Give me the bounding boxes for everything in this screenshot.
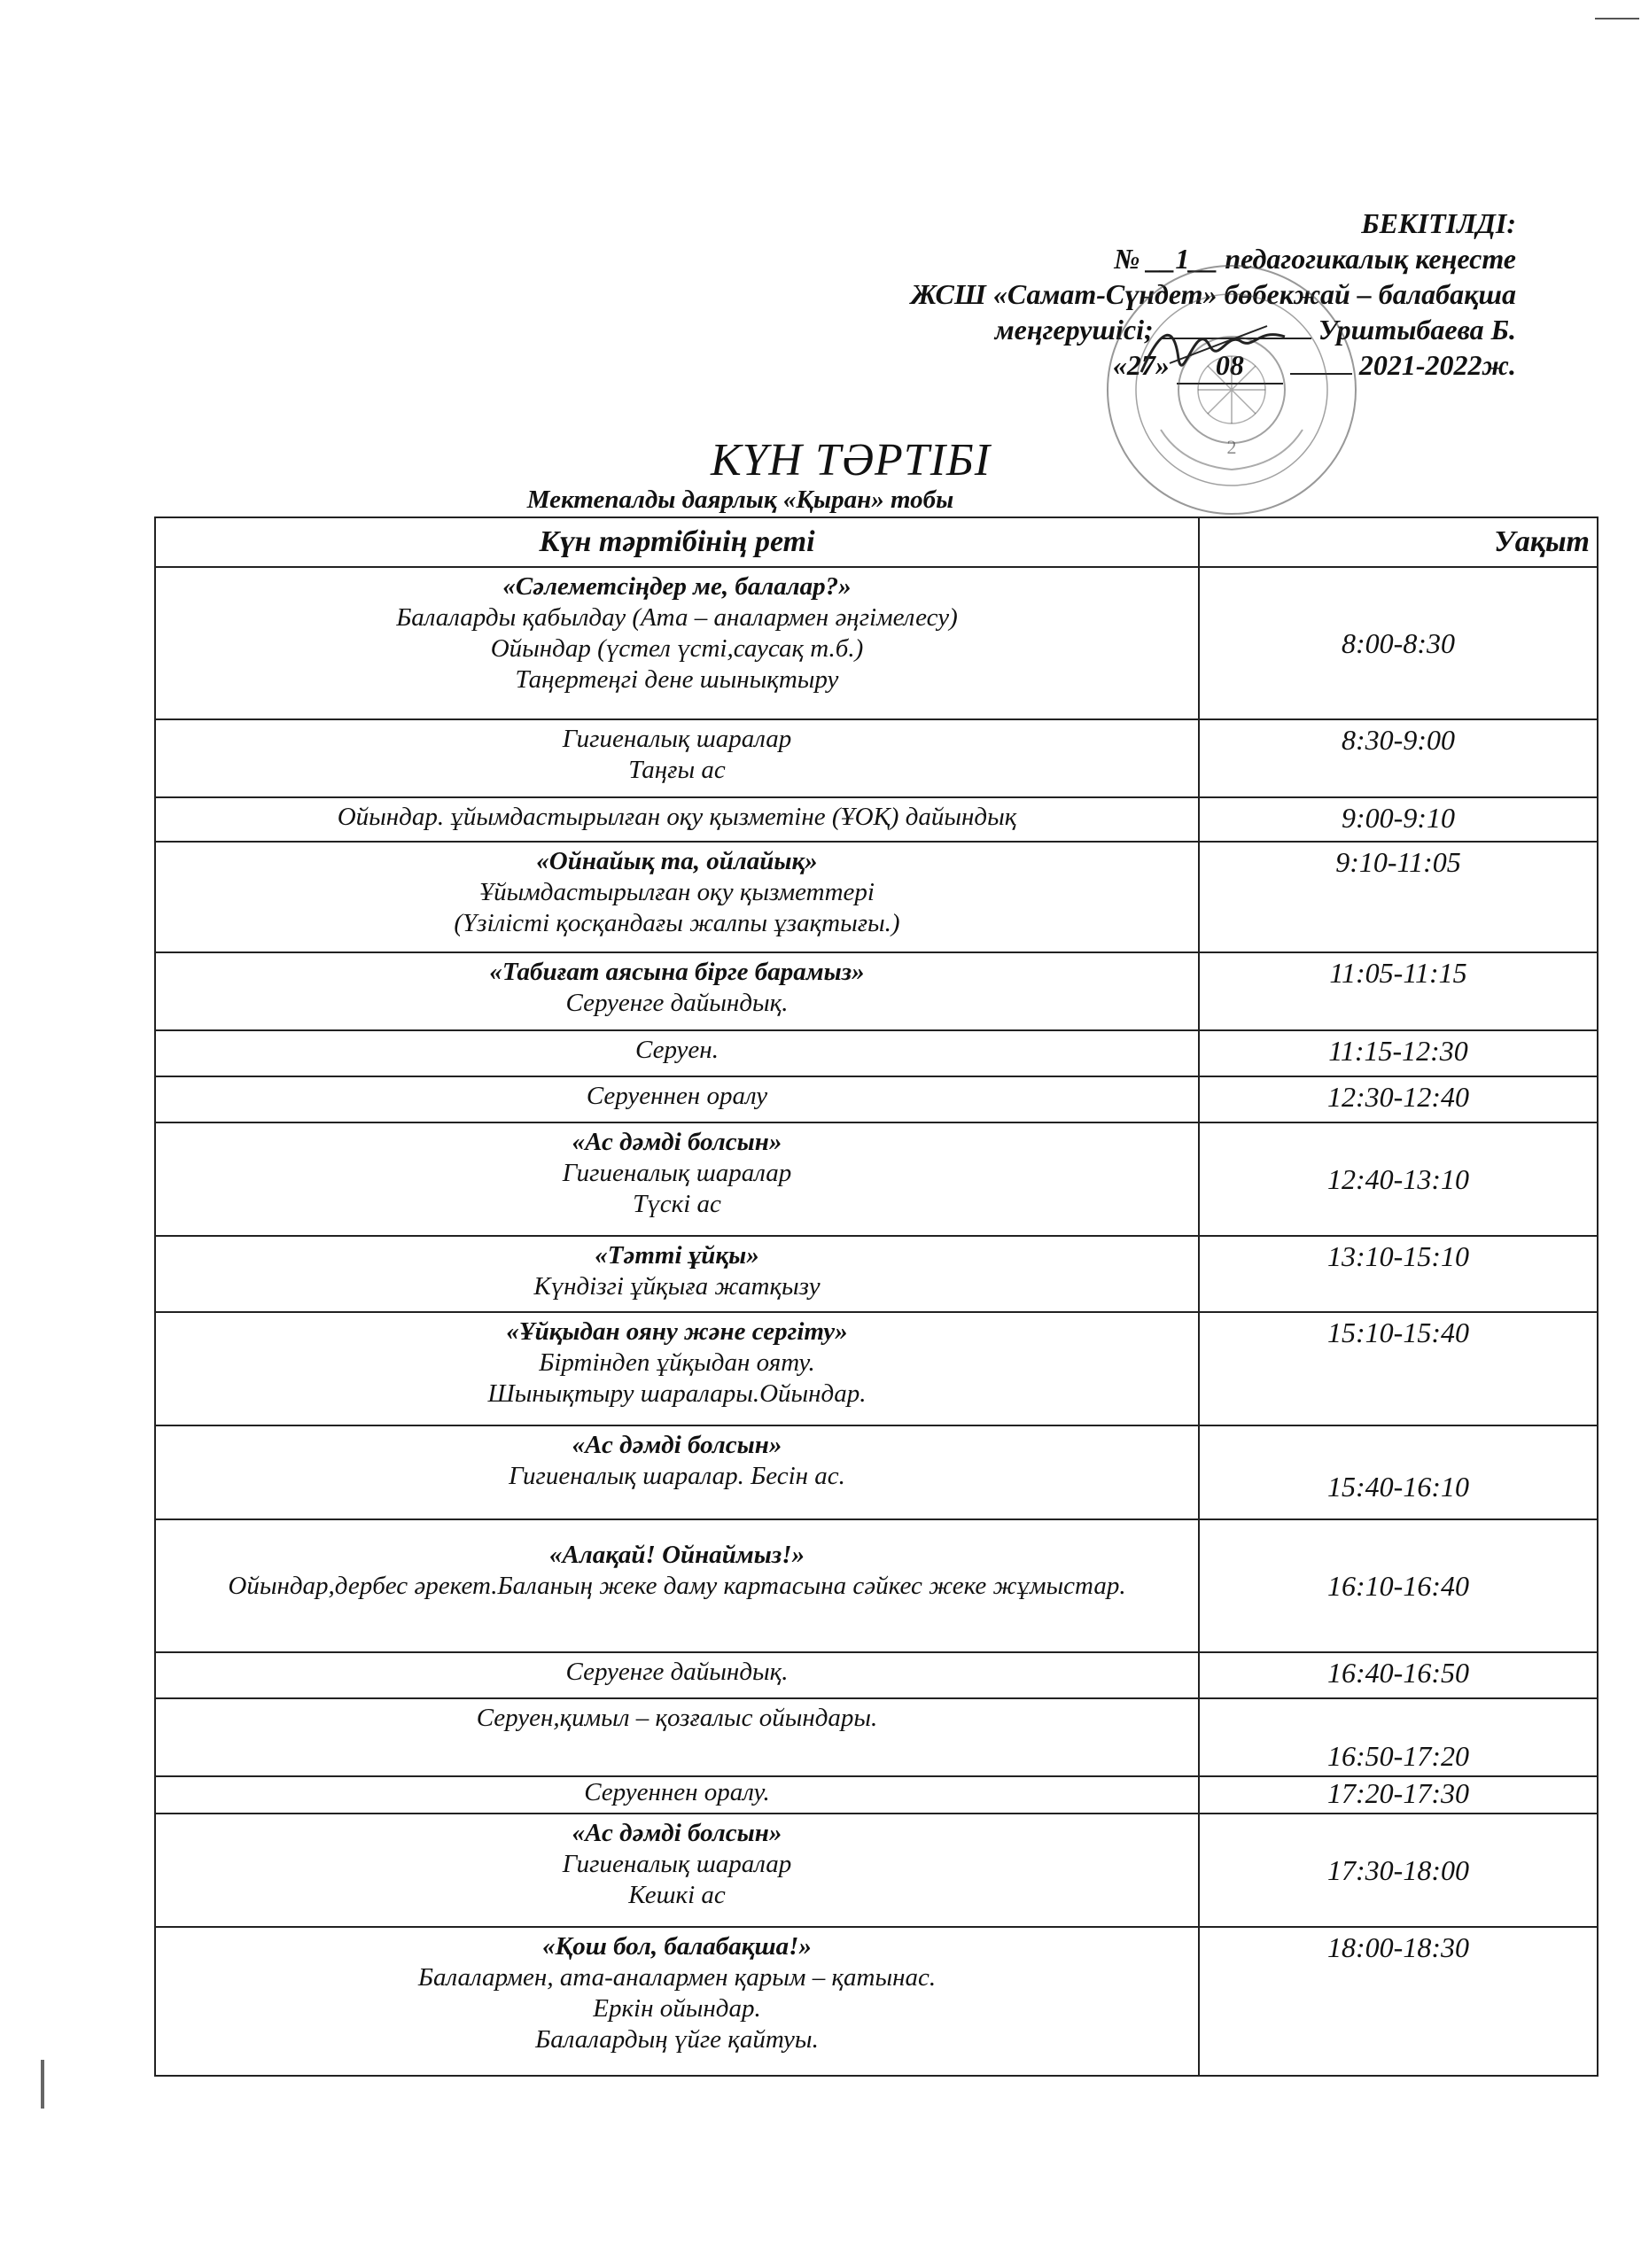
time-cell: 17:20-17:30 (1199, 1776, 1598, 1814)
activity-line: Серуенге дайындық. (565, 989, 789, 1017)
time-cell: 13:10-15:10 (1199, 1236, 1598, 1312)
activity-title: «Ұйқыдан ояну және сергіту» (506, 1317, 848, 1346)
activity-cell (155, 842, 1199, 952)
handwritten-signature (1134, 310, 1294, 390)
approval-date-month: 08 (1177, 347, 1283, 384)
activity-line: Гигиеналық шаралар. Бесін ас. (509, 1462, 845, 1490)
table-row (155, 719, 1598, 797)
activity-line: Еркін ойындар. (593, 1994, 761, 2023)
activity-cell (155, 1122, 1199, 1236)
time-cell: 15:10-15:40 (1199, 1312, 1598, 1425)
activity-title: «Қош бол, балабақша!» (542, 1932, 812, 1961)
activity-cell (155, 1814, 1199, 1927)
activity-cell (155, 1519, 1199, 1652)
activity-title: «Ас дәмді болсын» (572, 1128, 782, 1156)
table-row (155, 1236, 1598, 1312)
approval-council-line: № __1__ педагогикалық кеңесте (1114, 243, 1516, 275)
activity-cell (155, 952, 1199, 1030)
table-row (155, 1776, 1598, 1814)
table-row (155, 1519, 1598, 1652)
activity-line: Серуеннен оралу (586, 1082, 768, 1110)
activity-line: Шынықтыру шаралары.Ойындар. (487, 1379, 867, 1408)
activity-line: Таңертеңгі дене шынықтыру (515, 665, 839, 694)
activity-line: Ойындар,дербес әрекет.Баланың жеке даму картасына сәйкес жеке жұмыстар. (228, 1572, 1126, 1600)
activity-cell (155, 1076, 1199, 1122)
time-cell: 16:10-16:40 (1199, 1519, 1598, 1652)
approval-head-label: меңгерушісі; (994, 314, 1154, 346)
activity-line: Түскі ас (633, 1190, 721, 1218)
activity-cell (155, 1652, 1199, 1698)
activity-title: «Табиғат аясына бірге барамыз» (489, 958, 865, 986)
time-cell: 16:50-17:20 (1199, 1698, 1598, 1776)
activity-title: «Тәтті ұйқы» (595, 1241, 759, 1270)
table-row (155, 1652, 1598, 1698)
table-row (155, 797, 1598, 842)
time-cell: 12:40-13:10 (1199, 1122, 1598, 1236)
time-cell: 15:40-16:10 (1199, 1425, 1598, 1519)
activity-line: Күндізгі ұйқыға жатқызу (533, 1272, 821, 1301)
document-title: КҮН ТӘРТІБІ (710, 435, 992, 485)
activity-cell (155, 1312, 1199, 1425)
group-subtitle: Мектепалды даярлық «Қыран» тобы (526, 485, 954, 514)
table-row (155, 952, 1598, 1030)
activity-line: Балалармен, ата-аналармен қарым – қатынас. (417, 1963, 937, 1992)
table-row (155, 1076, 1598, 1122)
activity-cell (155, 1425, 1199, 1519)
activity-title: «Сәлеметсіңдер ме, балалар?» (502, 572, 852, 601)
time-cell: 12:30-12:40 (1199, 1076, 1598, 1122)
time-cell: 18:00-18:30 (1199, 1927, 1598, 2076)
activity-cell (155, 719, 1199, 797)
activity-line: Ойындар (үстел үсті,саусақ т.б.) (490, 634, 864, 663)
time-cell: 8:00-8:30 (1199, 567, 1598, 719)
scan-edge-mark (41, 2060, 44, 2109)
activity-title: «Ас дәмді болсын» (572, 1819, 782, 1847)
activity-title: «Ас дәмді болсын» (572, 1431, 782, 1459)
activity-line: Серуенге дайындық. (565, 1658, 789, 1686)
time-cell: 11:15-12:30 (1199, 1030, 1598, 1076)
activity-line: Балаларды қабылдау (Ата – аналармен әңгімелесу) (396, 603, 958, 632)
activity-line: Гигиеналық шаралар (562, 1159, 792, 1187)
activity-line: Кешкі ас (628, 1881, 726, 1909)
activity-line: Гигиеналық шаралар (562, 1850, 792, 1878)
table-row (155, 1122, 1598, 1236)
table-row (155, 1312, 1598, 1425)
approval-heading: БЕКІТІЛДІ: (1361, 207, 1516, 239)
table-row (155, 1814, 1598, 1927)
approval-organization-line: ЖСШ «Самат-Сүндет» бөбекжай – балабақша (910, 278, 1516, 310)
activity-cell (155, 1698, 1199, 1776)
activity-line: Гигиеналық шаралар (562, 725, 792, 753)
activity-line: Серуеннен оралу. (584, 1778, 770, 1806)
activity-column-header: Күн тәртібінің реті (155, 517, 1199, 567)
time-cell: 11:05-11:15 (1199, 952, 1598, 1030)
approval-date-year: 2021-2022ж. (1358, 349, 1516, 381)
table-row (155, 842, 1598, 952)
table-row (155, 1425, 1598, 1519)
time-cell: 9:10-11:05 (1199, 842, 1598, 952)
table-row (155, 1030, 1598, 1076)
daily-schedule-table (154, 517, 1598, 2077)
approval-date-day: «27» (1112, 349, 1170, 381)
activity-cell (155, 567, 1199, 719)
activity-line: Таңғы ас (628, 756, 726, 784)
activity-line: Серуен,қимыл – қозғалыс ойындары. (476, 1704, 878, 1732)
time-cell: 17:30-18:00 (1199, 1814, 1598, 1927)
activity-line: Балалардың үйге қайтуы. (535, 2025, 819, 2054)
activity-line: Біртіндеп ұйқыдан ояту. (539, 1348, 815, 1377)
table-header-row (155, 517, 1598, 567)
activity-cell (155, 1030, 1199, 1076)
approval-head-name: Урштыбаева Б. (1318, 314, 1516, 346)
time-cell: 9:00-9:10 (1199, 797, 1598, 842)
table-row (155, 1698, 1598, 1776)
activity-cell (155, 1927, 1199, 2076)
activity-line: Ұйымдастырылған оқу қызметтері (479, 878, 875, 906)
time-cell: 16:40-16:50 (1199, 1652, 1598, 1698)
activity-line: Ойындар. ұйымдастырылған оқу қызметіне (ҰОҚ) дайындық (337, 803, 1017, 831)
activity-cell (155, 797, 1199, 842)
time-cell: 8:30-9:00 (1199, 719, 1598, 797)
svg-text:2: 2 (1226, 436, 1237, 458)
activity-title: «Алақай! Ойнаймыз!» (549, 1541, 805, 1569)
activity-line: (Үзілісті қосқандағы жалпы ұзақтығы.) (454, 909, 900, 937)
table-row (155, 1927, 1598, 2076)
activity-title: «Ойнайық та, ойлайық» (536, 847, 818, 875)
time-column-header: Уақыт (1199, 517, 1598, 567)
activity-cell (155, 1776, 1199, 1814)
table-row (155, 567, 1598, 719)
activity-cell (155, 1236, 1199, 1312)
scan-mark-top-right (1595, 18, 1639, 19)
activity-line: Серуен. (635, 1036, 719, 1064)
